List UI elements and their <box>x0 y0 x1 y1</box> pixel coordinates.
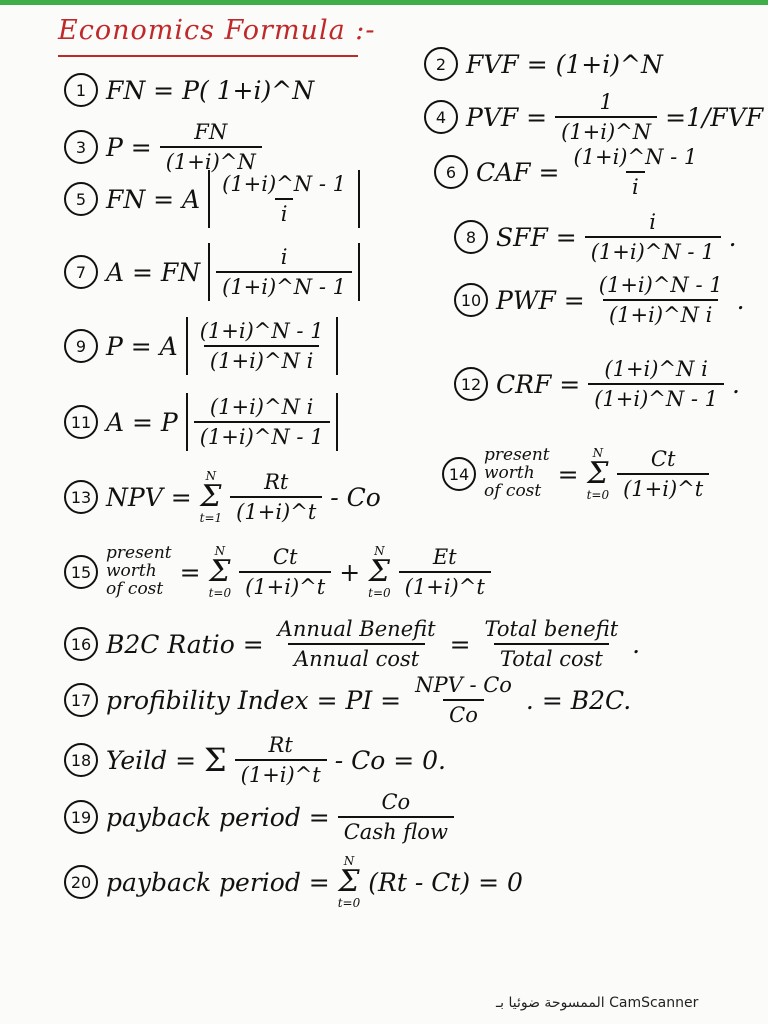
formula-1-lhs: FN = <box>106 75 175 105</box>
formula-11-fraction <box>194 395 330 449</box>
formula-8-lhs: SFF = <box>496 222 577 252</box>
formula-7-lhs: A = FN <box>106 257 201 287</box>
formula-2 <box>424 47 663 81</box>
formula-15-lhs-line-1: present <box>106 543 172 564</box>
formula-17 <box>64 673 631 727</box>
formula-16-denominator-2: Total cost <box>494 643 609 671</box>
formula-9-denominator: (1+i)^N i <box>204 345 319 373</box>
formula-6-lhs: CAF = <box>476 157 560 187</box>
formula-15-lhs <box>106 545 172 599</box>
formula-15-fraction-2 <box>399 545 491 599</box>
formula-12-fraction <box>588 357 724 411</box>
formula-15-numerator-1: Ct <box>272 545 298 569</box>
formula-3-lhs: P = <box>106 132 152 162</box>
formula-4-tail: =1/FVF <box>665 102 764 132</box>
formula-20 <box>64 855 523 909</box>
formula-5-denominator: i <box>275 198 294 226</box>
formula-8-numerator: i <box>649 210 656 234</box>
formula-16-tail: . <box>632 629 641 659</box>
formula-6-denominator: i <box>626 171 645 199</box>
formula-9-bracket <box>186 317 338 375</box>
formula-7-bracket <box>208 243 360 301</box>
formula-19-number: 19 <box>64 800 98 834</box>
formula-12-numerator: (1+i)^N i <box>604 357 708 381</box>
sigma-icon: Σ <box>204 741 227 779</box>
formula-9-lhs: P = A <box>106 331 178 361</box>
formula-16-number: 16 <box>64 627 98 661</box>
formula-15-lhs-line-2: worth <box>106 561 157 582</box>
formula-10-numerator: (1+i)^N - 1 <box>598 273 723 297</box>
formula-18-lhs: Yeild = <box>106 745 197 775</box>
formula-12-denominator: (1+i)^N - 1 <box>588 383 724 411</box>
formula-15-summation-2 <box>368 545 391 599</box>
formula-17-tail: . = B2C. <box>525 685 632 715</box>
formula-13-summation <box>200 470 223 524</box>
formula-9 <box>64 317 338 375</box>
title-underline <box>58 55 358 57</box>
formula-10-denominator: (1+i)^N i <box>603 299 718 327</box>
formula-4-number: 4 <box>424 100 458 134</box>
formula-16-lhs: B2C Ratio = <box>106 629 264 659</box>
formula-13 <box>64 470 381 524</box>
formula-15-denominator-2: (1+i)^t <box>399 571 491 599</box>
formula-8-fraction <box>585 210 721 264</box>
formula-5-lhs: FN = A <box>106 184 201 214</box>
formula-6-number: 6 <box>434 155 468 189</box>
formula-17-fraction <box>409 673 518 727</box>
formula-10-lhs: PWF = <box>496 285 585 315</box>
formula-10-fraction <box>593 273 729 327</box>
formula-13-numerator: Rt <box>264 470 289 494</box>
camscanner-watermark: الممسوحة ضوئيا بـ CamScanner <box>496 995 699 1011</box>
formula-15-number: 15 <box>64 555 98 589</box>
formula-16-fraction-1 <box>272 617 442 671</box>
formula-18-number: 18 <box>64 743 98 777</box>
formula-12-tail: . <box>732 369 740 399</box>
formula-4-fraction <box>555 90 657 144</box>
formula-4-lhs: PVF = <box>466 102 548 132</box>
formula-18 <box>64 733 446 787</box>
page-title: Economics Formula :- <box>58 15 376 46</box>
formula-12 <box>454 357 740 411</box>
formula-11 <box>64 393 338 451</box>
formula-8-tail: . <box>728 222 737 252</box>
formula-12-number: 12 <box>454 367 488 401</box>
formula-17-denominator: Co <box>443 699 484 727</box>
formula-1-rhs: P( 1+i)^N <box>182 75 315 105</box>
formula-18-fraction <box>235 733 327 787</box>
formula-14-number: 14 <box>442 457 476 491</box>
formula-14-sum-bottom: t=0 <box>586 488 610 502</box>
formula-3 <box>64 120 262 174</box>
formula-15-sum2-bottom: t=0 <box>368 586 391 600</box>
formula-17-number: 17 <box>64 683 98 717</box>
formula-20-summation <box>338 855 361 909</box>
formula-15-equals: = <box>179 557 201 587</box>
formula-4-denominator: (1+i)^N <box>555 116 657 144</box>
formula-14-sum-top: N <box>592 446 604 460</box>
formula-3-numerator: FN <box>194 120 228 144</box>
sigma-icon: Σ <box>338 864 360 899</box>
formula-14-lhs-line-1: present <box>484 445 550 466</box>
formula-14-fraction <box>617 447 709 501</box>
formula-13-number: 13 <box>64 480 98 514</box>
formula-5 <box>64 170 360 228</box>
formula-1-number: 1 <box>64 73 98 107</box>
formula-14-lhs-line-2: worth <box>484 463 535 484</box>
formula-20-body: (Rt - Ct) <box>368 867 471 897</box>
formula-10 <box>454 273 745 327</box>
formula-13-sum-bottom: t=1 <box>199 511 223 525</box>
formula-16-equals: = <box>449 629 471 659</box>
formula-7-number: 7 <box>64 255 98 289</box>
formula-15-fraction-1 <box>239 545 331 599</box>
formula-2-number: 2 <box>424 47 458 81</box>
formula-9-numerator: (1+i)^N - 1 <box>199 319 324 343</box>
sigma-icon: Σ <box>587 456 609 491</box>
formula-8 <box>454 210 737 264</box>
formula-20-lhs: payback period = <box>106 867 330 897</box>
formula-11-lhs: A = P <box>106 407 178 437</box>
formula-13-lhs: NPV = <box>106 482 192 512</box>
formula-4 <box>424 90 763 144</box>
formula-14 <box>442 447 709 501</box>
formula-7 <box>64 243 360 301</box>
document-page <box>0 5 768 1024</box>
formula-15 <box>64 545 491 599</box>
formula-14-summation <box>587 447 610 501</box>
formula-14-lhs <box>484 447 550 501</box>
formula-14-equals: = <box>557 459 579 489</box>
formula-13-sum-top: N <box>205 469 217 483</box>
formula-20-sum-bottom: t=0 <box>337 896 361 910</box>
formula-19-denominator: Cash flow <box>338 816 454 844</box>
formula-15-sum-bottom: t=0 <box>208 586 232 600</box>
formula-9-fraction <box>194 319 330 373</box>
formula-16-denominator-1: Annual cost <box>288 643 425 671</box>
formula-11-bracket <box>186 393 338 451</box>
formula-16 <box>64 617 640 671</box>
formula-16-numerator-2: Total benefit <box>484 617 619 641</box>
formula-1 <box>64 73 314 107</box>
sigma-icon: Σ <box>368 554 391 589</box>
formula-8-number: 8 <box>454 220 488 254</box>
formula-12-lhs: CRF = <box>496 369 581 399</box>
formula-13-denominator: (1+i)^t <box>230 496 322 524</box>
formula-7-fraction <box>216 245 352 299</box>
formula-15-lhs-line-3: of cost <box>106 578 164 599</box>
formula-11-numerator: (1+i)^N i <box>209 395 314 419</box>
formula-17-numerator: NPV - Co <box>415 673 512 697</box>
formula-19 <box>64 790 454 844</box>
formula-19-fraction <box>338 790 454 844</box>
formula-2-lhs: FVF = <box>466 49 548 79</box>
formula-5-number: 5 <box>64 182 98 216</box>
formula-20-sum-top: N <box>343 854 355 868</box>
formula-5-bracket <box>208 170 360 228</box>
formula-15-sum-top: N <box>214 544 226 558</box>
formula-17-lhs: profibility Index = PI = <box>106 685 402 715</box>
formula-4-numerator: 1 <box>599 90 613 114</box>
formula-7-numerator: i <box>280 245 288 269</box>
formula-3-fraction <box>160 120 262 174</box>
formula-9-number: 9 <box>64 329 98 363</box>
formula-13-tail: - Co <box>330 482 381 512</box>
formula-3-number: 3 <box>64 130 98 164</box>
formula-19-numerator: Co <box>381 790 411 814</box>
formula-3-denominator: (1+i)^N <box>160 146 262 174</box>
formula-15-summation-1 <box>209 545 232 599</box>
formula-10-number: 10 <box>454 283 488 317</box>
formula-8-denominator: (1+i)^N - 1 <box>585 236 721 264</box>
formula-11-denominator: (1+i)^N - 1 <box>194 421 330 449</box>
formula-11-number: 11 <box>64 405 98 439</box>
formula-14-denominator: (1+i)^t <box>617 473 709 501</box>
formula-16-numerator-1: Annual Benefit <box>277 617 436 641</box>
formula-10-tail: . <box>736 285 745 315</box>
sigma-icon: Σ <box>209 554 231 589</box>
formula-15-sum2-top: N <box>374 544 385 558</box>
formula-5-numerator: (1+i)^N - 1 <box>222 172 346 196</box>
formula-5-fraction <box>216 172 352 226</box>
formula-18-numerator: Rt <box>268 733 293 757</box>
formula-13-fraction <box>230 470 322 524</box>
formula-19-lhs: payback period = <box>106 802 330 832</box>
formula-6 <box>434 145 703 199</box>
formula-18-denominator: (1+i)^t <box>235 759 327 787</box>
formula-15-numerator-2: Et <box>432 545 457 569</box>
formula-15-denominator-1: (1+i)^t <box>239 571 331 599</box>
formula-14-lhs-line-3: of cost <box>484 480 542 501</box>
sigma-icon: Σ <box>200 479 222 514</box>
formula-15-plus: + <box>339 557 361 587</box>
formula-2-rhs: (1+i)^N <box>555 49 663 79</box>
formula-16-fraction-2 <box>479 617 625 671</box>
formula-20-tail: = 0 <box>478 867 523 897</box>
formula-18-tail: - Co = 0. <box>334 745 447 775</box>
formula-7-denominator: (1+i)^N - 1 <box>216 271 352 299</box>
formula-6-fraction <box>567 145 703 199</box>
formula-14-numerator: Ct <box>650 447 676 471</box>
formula-6-numerator: (1+i)^N - 1 <box>573 145 698 169</box>
formula-20-number: 20 <box>64 865 98 899</box>
